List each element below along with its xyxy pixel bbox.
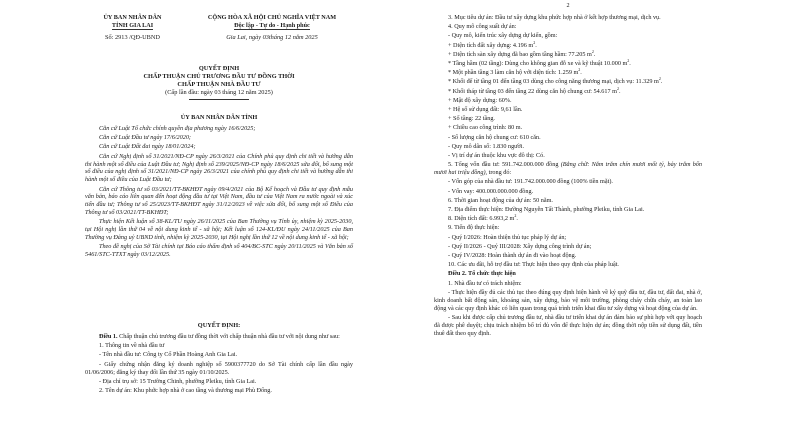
- title-line-1: QUYẾT ĐỊNH: [198, 65, 240, 72]
- document-number: Số: 2913 /QĐ-UBND: [105, 34, 160, 41]
- issuing-authority: [85, 14, 180, 42]
- loan-capital: - Vốn vay: 400.000.000.000 đồng.: [448, 187, 534, 195]
- basement-area: * Tầng hầm (02 tầng): Dùng cho không gian đỗ xe và kỹ thuật 10.000 $m^2$.: [448, 58, 631, 68]
- podium-area: * Khối đế từ tầng 01 đến tầng 03 dùng cho công năng thương mại, dịch vụ: 11.329 $m^2$.: [448, 76, 663, 86]
- authority-line-2: TỈNH GIA LAI: [111, 22, 154, 29]
- schedule-heading: 9. Tiến độ thực hiện:: [448, 224, 500, 232]
- decision-heading: QUYẾT ĐỊNH:: [197, 322, 241, 329]
- preamble-item: Căn cứ Thông tư số 03/2021/TT-BKHĐT ngày 09/4/2021 của Bộ Kế hoạch và Đầu tư quy định mẫu văn bản, báo cáo liên quan đến hoạt động đầu tư tại Việt Nam, đầu tư của Việt Nam ra nước ngoài và xúc tiến đầu tư; Thông tư số 25/2023/TT-BKHĐT ngày 31/12/2023 về việc sửa đổi, bổ sung một số Điều của Thông tư số 03/2021/TT-BKHĐT;: [85, 185, 353, 217]
- title-line-3: CHẤP THUẬN NHÀ ĐẦU TƯ: [177, 81, 261, 88]
- article-2-heading: Điều 2. Tổ chức thực hiện: [448, 270, 516, 278]
- project-location: 7. Địa điểm thực hiện: Đường Nguyễn Tất Thành, phường Pleiku, tỉnh Gia Lai.: [448, 205, 645, 213]
- tower-area: * Khối tháp từ tầng 03 đến tầng 22 dùng căn hộ chung cư: 54.617 $m^2$.: [448, 85, 621, 95]
- floor-area-ratio: + Hệ số sử dụng đất: 9,61 lần.: [448, 106, 523, 114]
- country-name: CỘNG HÒA XÃ HỘI CHỦ NGHĨA VIỆT NAM: [207, 14, 337, 21]
- national-motto: [188, 14, 356, 42]
- responsibility-item: - Sau khi được cấp chủ trương đầu tư, nhà đầu tư triển khai dự án đảm bảo sự phù hợp với quy hoạch đã được phê duyệt; chịu trách nhiệm bố trí đủ vốn để thực hiện dự án; đồng thời nộp tiền sử dụng đất, tiền thuê đất theo quy định.: [434, 313, 702, 337]
- urban-location: - Vị trí dự án thuộc khu vực đô thị: Có.: [448, 152, 545, 160]
- title-divider: [189, 99, 249, 100]
- preamble-item: Thực hiện Kết luận số 38-KL/TU ngày 26/11/2025 của Ban Thường vụ Tỉnh ủy, nhiệm kỳ 2025-2030, tại Hội nghị lần thứ 04 về nội dung kinh tế - xã hội; Kết luận số 124-KL/ĐU ngày 24/11/2025 của Ban Thường vụ Đảng uỷ UBND tỉnh, nhiệm kỳ 2025-2030, tại Hội nghị lần thứ 12 về nội dung kinh tế - xã hội;: [85, 218, 353, 242]
- authority-line-1: ỦY BAN NHÂN DÂN: [103, 14, 162, 21]
- article-1-item: - Giấy chứng nhận đăng ký doanh nghiệp số 5900377720 do Sở Tài chính cấp lần đầu ngày 01/06/2006; đăng ký thay đổi lần thứ 35 ngày 01/10/2025.: [85, 360, 353, 376]
- article-1-item: 2. Tên dự án: Khu phức hợp nhà ở cao tầng và thương mại Phù Đổng.: [99, 386, 272, 394]
- schedule-item: - Quý II/2026 - Quý III/2028: Xây dựng công trình dự án;: [448, 242, 592, 250]
- scale-sub: - Quy mô, kiến trúc xây dựng dự kiến, gồm:: [448, 32, 558, 40]
- schedule-item: - Quý I/2026: Hoàn thiện thủ tục pháp lý dự án;: [448, 233, 567, 241]
- operation-duration: 6. Thời gian hoạt động của dự án: 50 năm.: [448, 196, 553, 204]
- schedule-item: - Quý IV/2028: Hoàn thành dự án đi vào hoạt động.: [448, 251, 577, 259]
- title-line-2: CHẤP THUẬN CHỦ TRƯƠNG ĐẦU TƯ ĐỒNG THỜI: [143, 73, 295, 80]
- apartment-units: - Số lượng căn hộ chung cư: 610 căn.: [448, 133, 541, 141]
- floor-area: + Diện tích sàn xây dựng đã bao gồm tầng hầm: 77.205 $m^2$.: [448, 48, 596, 58]
- authority-heading: ỦY BAN NHÂN DÂN TỈNH: [180, 114, 258, 121]
- scale-heading: 4. Quy mô công suất dự án:: [448, 23, 517, 31]
- equity-capital: - Vốn góp của nhà đầu tư: 191.742.000.000 đồng (100% tiền mặt).: [448, 178, 613, 186]
- responsibility-heading: 1. Nhà đầu tư có trách nhiệm:: [448, 279, 522, 287]
- project-objective: 3. Mục tiêu dự án: Đầu tư xây dựng khu phức hợp nhà ở kết hợp thương mại, dịch vụ.: [448, 14, 661, 21]
- preamble-item: Căn cứ Nghị định số 31/2021/NĐ-CP ngày 26/3/2021 của Chính phủ quy định chi tiết và hướng dẫn thi hành một số điều của Luật Đầu tư; Nghị định số 239/2025/NĐ-CP ngày 18/6/2025 sửa đổi, bổ sung một số điều của nghị định số 31/2021/NĐ-CP ngày 26/3/2021 của chính phủ quy định chi tiết và hướng dẫn thi hành một số điều của Luật Đầu tư;: [85, 152, 353, 184]
- responsibility-item: - Thực hiện đầy đủ các thủ tục theo đúng quy định hiện hành về ký quỹ đầu tư, đầu tư, đất đai, nhà ở, kinh doanh bất động sản, khoáng sản, xây dựng, bảo vệ môi trường, phòng cháy chữa cháy, an toàn lao động và các quy định khác có liên quan trong quá trình triển khai đầu tư xây dựng và hoạt động của dự án.: [434, 288, 702, 312]
- population-scale: - Quy mô dân số: 1.830 người.: [448, 142, 525, 150]
- article-1-label: Điều 1.: [99, 333, 118, 340]
- number-of-floors: + Số tầng: 22 tầng.: [448, 115, 495, 123]
- page-number: 2: [566, 2, 570, 9]
- title-line-4: (Cấp lần đầu: ngày 03 tháng 12 năm 2025): [165, 89, 273, 96]
- land-area: + Diện tích đất xây dựng: 4.196 $m^2$.: [448, 39, 537, 49]
- issue-date: Gia Lai, ngày 03tháng 12 năm 2025: [226, 34, 318, 41]
- article-1-text: Chấp thuận chủ trương đầu tư đồng thời với chấp thuận nhà đầu tư với nội dung như sau:: [117, 333, 340, 340]
- total-capital: 5. Tổng vốn đầu tư: 591.742.000.000 đồng (Bằng chữ: Năm trăm chín mươi mốt tỷ, bảy trăm bốn mươi hai triệu đồng), trong đó:: [434, 161, 702, 177]
- article-1-item: - Địa chỉ trụ sở: 15 Trường Chinh, phường Pleiku, tỉnh Gia Lai.: [99, 377, 257, 385]
- preamble-item: Theo đề nghị của Sở Tài chính tại Báo cáo thẩm định số 404/BC-STC ngày 20/11/2025 và Văn bản số 5461/STC-TTXT ngày 03/12/2025.: [85, 243, 353, 259]
- building-height: + Chiều cao công trình: 80 m.: [448, 124, 523, 132]
- article-1-item: - Tên nhà đầu tư: Công ty Cổ Phần Hoàng Anh Gia Lai.: [99, 351, 238, 359]
- preamble-item: Căn cứ Luật Đầu tư ngày 17/6/2020;: [99, 134, 191, 142]
- building-density: + Mật độ xây dựng: 60%.: [448, 96, 512, 104]
- preamble: [85, 125, 353, 261]
- article-1-item: 1. Thông tin về nhà đầu tư: [99, 342, 165, 350]
- document-title: [85, 65, 353, 100]
- document-page-2: [434, 0, 702, 431]
- site-area: 8. Diện tích đất: 6.993,2 $m^2$.: [448, 213, 518, 223]
- motto: Độc lập - Tự do - Hạnh phúc: [234, 22, 310, 29]
- article-1-continued: [434, 14, 702, 339]
- floor3-area: * Một phần tầng 3 làm căn hộ với diện tích: 1.259 $m^2$.: [448, 67, 582, 77]
- preamble-item: Căn cứ Luật Tổ chức chính quyền địa phương ngày 16/6/2025;: [99, 125, 256, 132]
- preamble-item: Căn cứ Luật Đất đai ngày 18/01/2024;: [99, 143, 196, 151]
- document-header: [85, 14, 353, 54]
- document-page-1: [85, 0, 353, 431]
- investment-incentives: 10. Các ưu đãi, hỗ trợ đầu tư: Thực hiện theo quy định của pháp luật.: [448, 261, 619, 269]
- article-1: [85, 333, 353, 396]
